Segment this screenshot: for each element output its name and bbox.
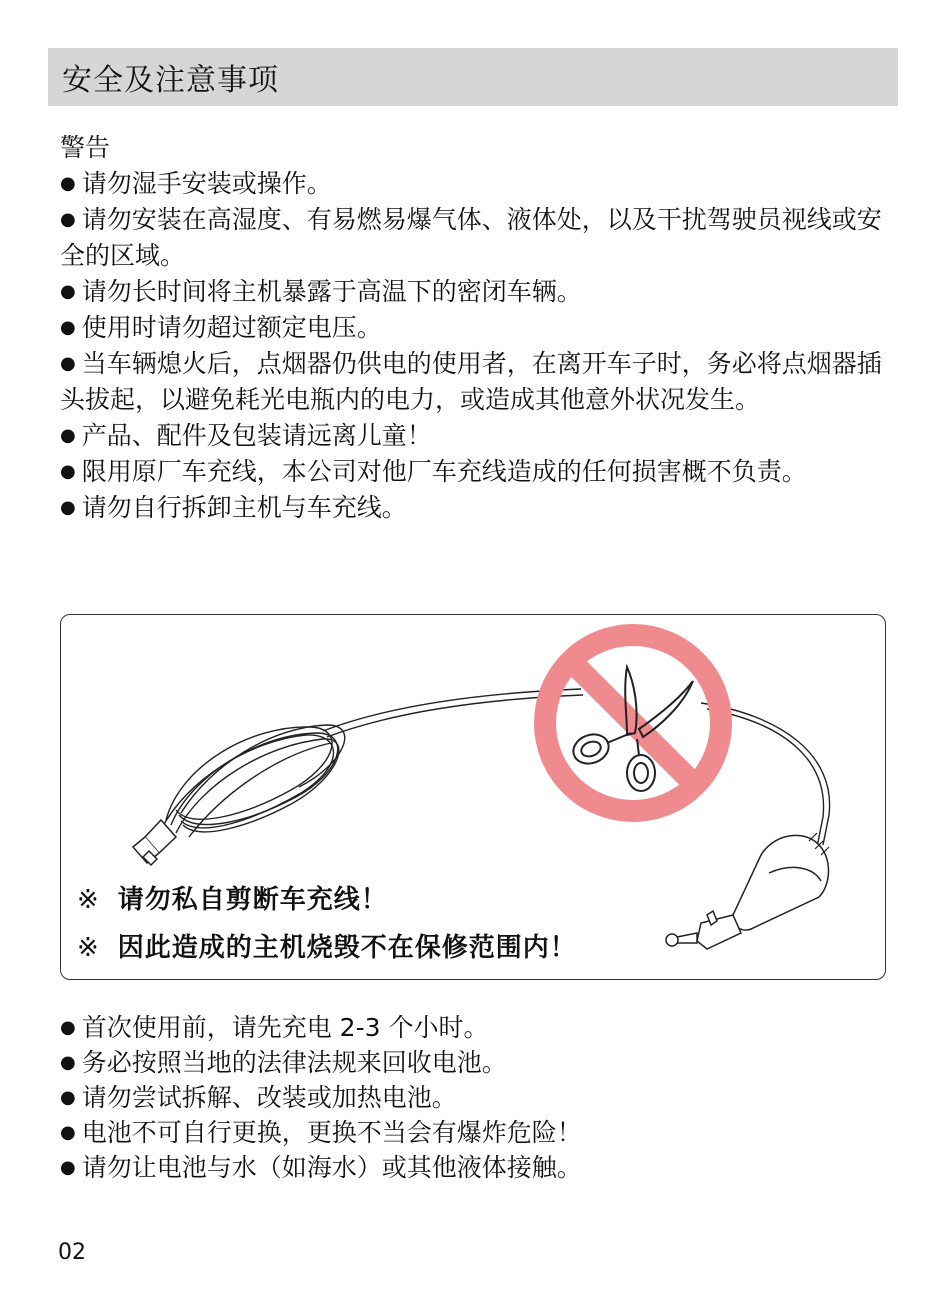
prohibition-icon bbox=[545, 635, 721, 811]
warning-item: ● 产品、配件及包装请远离儿童！ bbox=[60, 421, 432, 450]
warning-item: ● 使用时请勿超过额定电压。 bbox=[60, 313, 382, 342]
warning-item: ● 请勿湿手安装或操作。 bbox=[60, 169, 332, 198]
section-title-bar bbox=[48, 48, 898, 106]
warning-item: ● 请勿安装在高湿度、有易燃易爆气体、液体处，以及干扰驾驶员视线或安全的区域。 bbox=[60, 205, 882, 270]
bullet-icon: ● bbox=[60, 497, 76, 518]
warning-section bbox=[60, 130, 890, 526]
bullet-icon: ● bbox=[60, 425, 76, 446]
bullet-icon: ● bbox=[60, 1122, 76, 1143]
warning-item: ● 当车辆熄火后，点烟器仍供电的使用者，在离开车子时，务必将点烟器插头拔起，以避免耗光电瓶内的电力，或造成其他意外状况发生。 bbox=[60, 349, 882, 414]
note-item: ● 请勿让电池与水（如海水）或其他液体接触。 bbox=[60, 1153, 582, 1182]
bullet-icon: ● bbox=[60, 173, 76, 194]
note-item: ● 请勿尝试拆解、改装或加热电池。 bbox=[60, 1083, 457, 1112]
warning-item: ● 请勿自行拆卸主机与车充线。 bbox=[60, 493, 407, 522]
bullet-icon: ● bbox=[60, 1157, 76, 1178]
bullet-icon: ● bbox=[60, 1052, 76, 1073]
warning-item: ● 请勿长时间将主机暴露于高温下的密闭车辆。 bbox=[60, 277, 582, 306]
note-item: ● 首次使用前，请先充电 2-3 个小时。 bbox=[60, 1013, 489, 1042]
note-item: ● 务必按照当地的法律法规来回收电池。 bbox=[60, 1048, 507, 1077]
mini-usb-connector bbox=[133, 820, 176, 865]
bullet-icon: ● bbox=[60, 209, 76, 230]
bullet-icon: ● bbox=[60, 461, 76, 482]
bullet-icon: ● bbox=[60, 281, 76, 302]
bullet-icon: ● bbox=[60, 1087, 76, 1108]
car-charger-cable-illustration bbox=[61, 615, 886, 980]
page-number: 02 bbox=[58, 1240, 86, 1265]
warning-heading: 警告 bbox=[60, 133, 111, 162]
cable-warning-figure bbox=[60, 614, 886, 980]
page-title: 安全及注意事项 bbox=[62, 63, 279, 98]
note-item: ● 电池不可自行更换，更换不当会有爆炸危险！ bbox=[60, 1118, 582, 1147]
caption-warranty: ※ 因此造成的主机烧毁不在保修范围内！ bbox=[77, 933, 577, 963]
battery-notes-section bbox=[60, 1010, 890, 1185]
bullet-icon: ● bbox=[60, 353, 76, 374]
caption-no-cut: ※ 请勿私自剪断车充线！ bbox=[77, 885, 388, 915]
bullet-icon: ● bbox=[60, 1017, 76, 1038]
car-charger-plug bbox=[666, 833, 829, 949]
warning-item: ● 限用原厂车充线，本公司对他厂车充线造成的任何损害概不负责。 bbox=[60, 457, 807, 486]
bullet-icon: ● bbox=[60, 317, 76, 338]
